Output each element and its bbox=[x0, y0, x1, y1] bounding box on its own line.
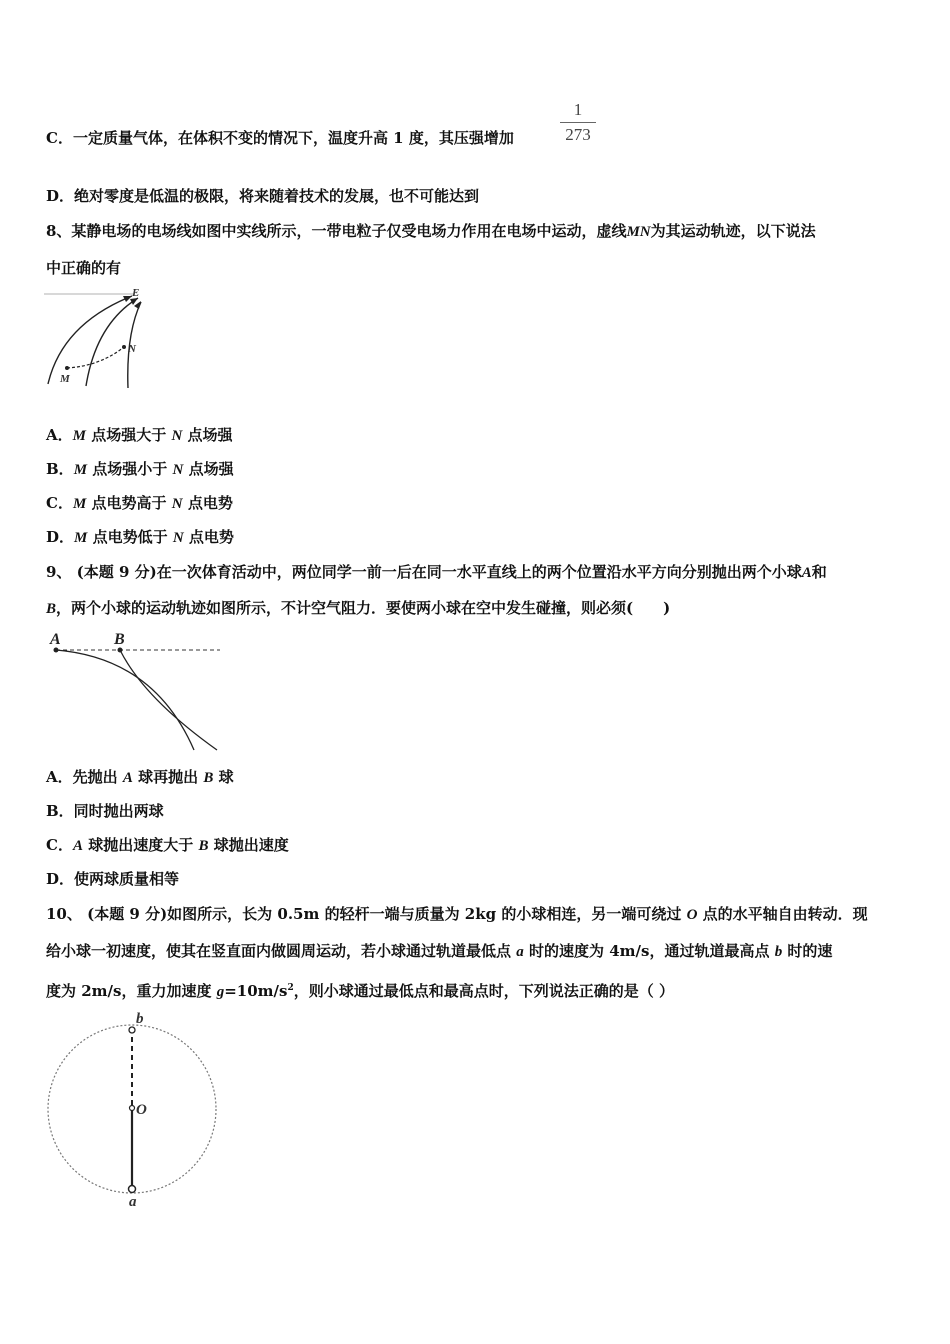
point-m bbox=[65, 366, 69, 370]
q8-option-a: A．M 点场强大于 N 点场强 bbox=[46, 426, 233, 444]
q10-stem-line1: 10、 (本题 9 分)如图所示，长为 0.5m 的轻杆一端与质量为 2kg 的小球相连，另一端可绕过 O 点的水平轴自由转动．现 bbox=[46, 905, 868, 923]
fraction-1-273: 1 273 bbox=[560, 100, 596, 145]
q9-stem: 9、 (本题 9 分)在一次体育活动中，两位同学一前一后在同一水平直线上的两个位置沿水平方向分别抛出两个小球A和 bbox=[46, 563, 827, 581]
fraction-bar bbox=[560, 122, 596, 123]
point-n bbox=[122, 345, 126, 349]
label-b: B bbox=[114, 631, 125, 648]
ball-a bbox=[129, 1186, 136, 1193]
electric-field-figure bbox=[40, 284, 160, 392]
label-e: E bbox=[132, 287, 140, 299]
q9-stem-continued: B，两个小球的运动轨迹如图所示，不计空气阻力．要使两小球在空中发生碰撞，则必须( ) bbox=[46, 599, 671, 617]
q8-stem: 8、某静电场的电场线如图中实线所示，一带电粒子仅受电场力作用在电场中运动，虚线MN为其运动轨迹，以下说法 bbox=[46, 222, 816, 240]
ball-a bbox=[54, 648, 59, 653]
q7-option-c: C．一定质量气体，在体积不变的情况下，温度升高 1 度，其压强增加 bbox=[46, 129, 514, 147]
q9-option-c: C．A 球抛出速度大于 B 球抛出速度 bbox=[46, 836, 289, 854]
field-line-1 bbox=[48, 296, 132, 384]
q9-option-a: A．先抛出 A 球再抛出 B 球 bbox=[46, 768, 234, 786]
ball-b bbox=[118, 648, 123, 653]
point-b bbox=[129, 1027, 135, 1033]
q10-stem-line3: 度为 2m/s，重力加速度 $g=10m/s^2$，则小球通过最低点和最高点时，下列说法正确的是（ ） bbox=[46, 982, 674, 1000]
trajectory-b bbox=[120, 650, 217, 750]
q8-option-d: D．M 点电势低于 N 点电势 bbox=[46, 528, 234, 546]
arrowhead-3 bbox=[134, 301, 141, 309]
trajectory-a bbox=[56, 650, 194, 750]
pivot-o bbox=[130, 1106, 135, 1111]
q10-stem-line2: 给小球一初速度，使其在竖直面内做圆周运动，若小球通过轨道最低点 a 时的速度为 4m/s，通过轨道最高点 b 时的速 bbox=[46, 942, 833, 960]
q9-option-d: D．使两球质量相等 bbox=[46, 870, 180, 888]
label-m: M bbox=[60, 373, 70, 385]
q8-option-c: C．M 点电势高于 N 点电势 bbox=[46, 494, 233, 512]
q7-option-d: D．绝对零度是低温的极限，将来随着技术的发展，也不可能达到 bbox=[46, 187, 480, 205]
label-n: N bbox=[128, 343, 136, 355]
q8-option-b: B．M 点场强小于 N 点场强 bbox=[46, 460, 234, 478]
label-b: b bbox=[136, 1011, 144, 1027]
q9-option-b: B．同时抛出两球 bbox=[46, 802, 164, 820]
arrowhead-2 bbox=[130, 298, 138, 305]
label-a: A bbox=[50, 631, 61, 648]
label-o: O bbox=[136, 1102, 147, 1118]
projectile-figure bbox=[44, 628, 229, 753]
q8-stem-continued: 中正确的有 bbox=[46, 259, 122, 277]
label-a: a bbox=[129, 1194, 137, 1210]
circular-motion-figure bbox=[40, 1006, 225, 1211]
